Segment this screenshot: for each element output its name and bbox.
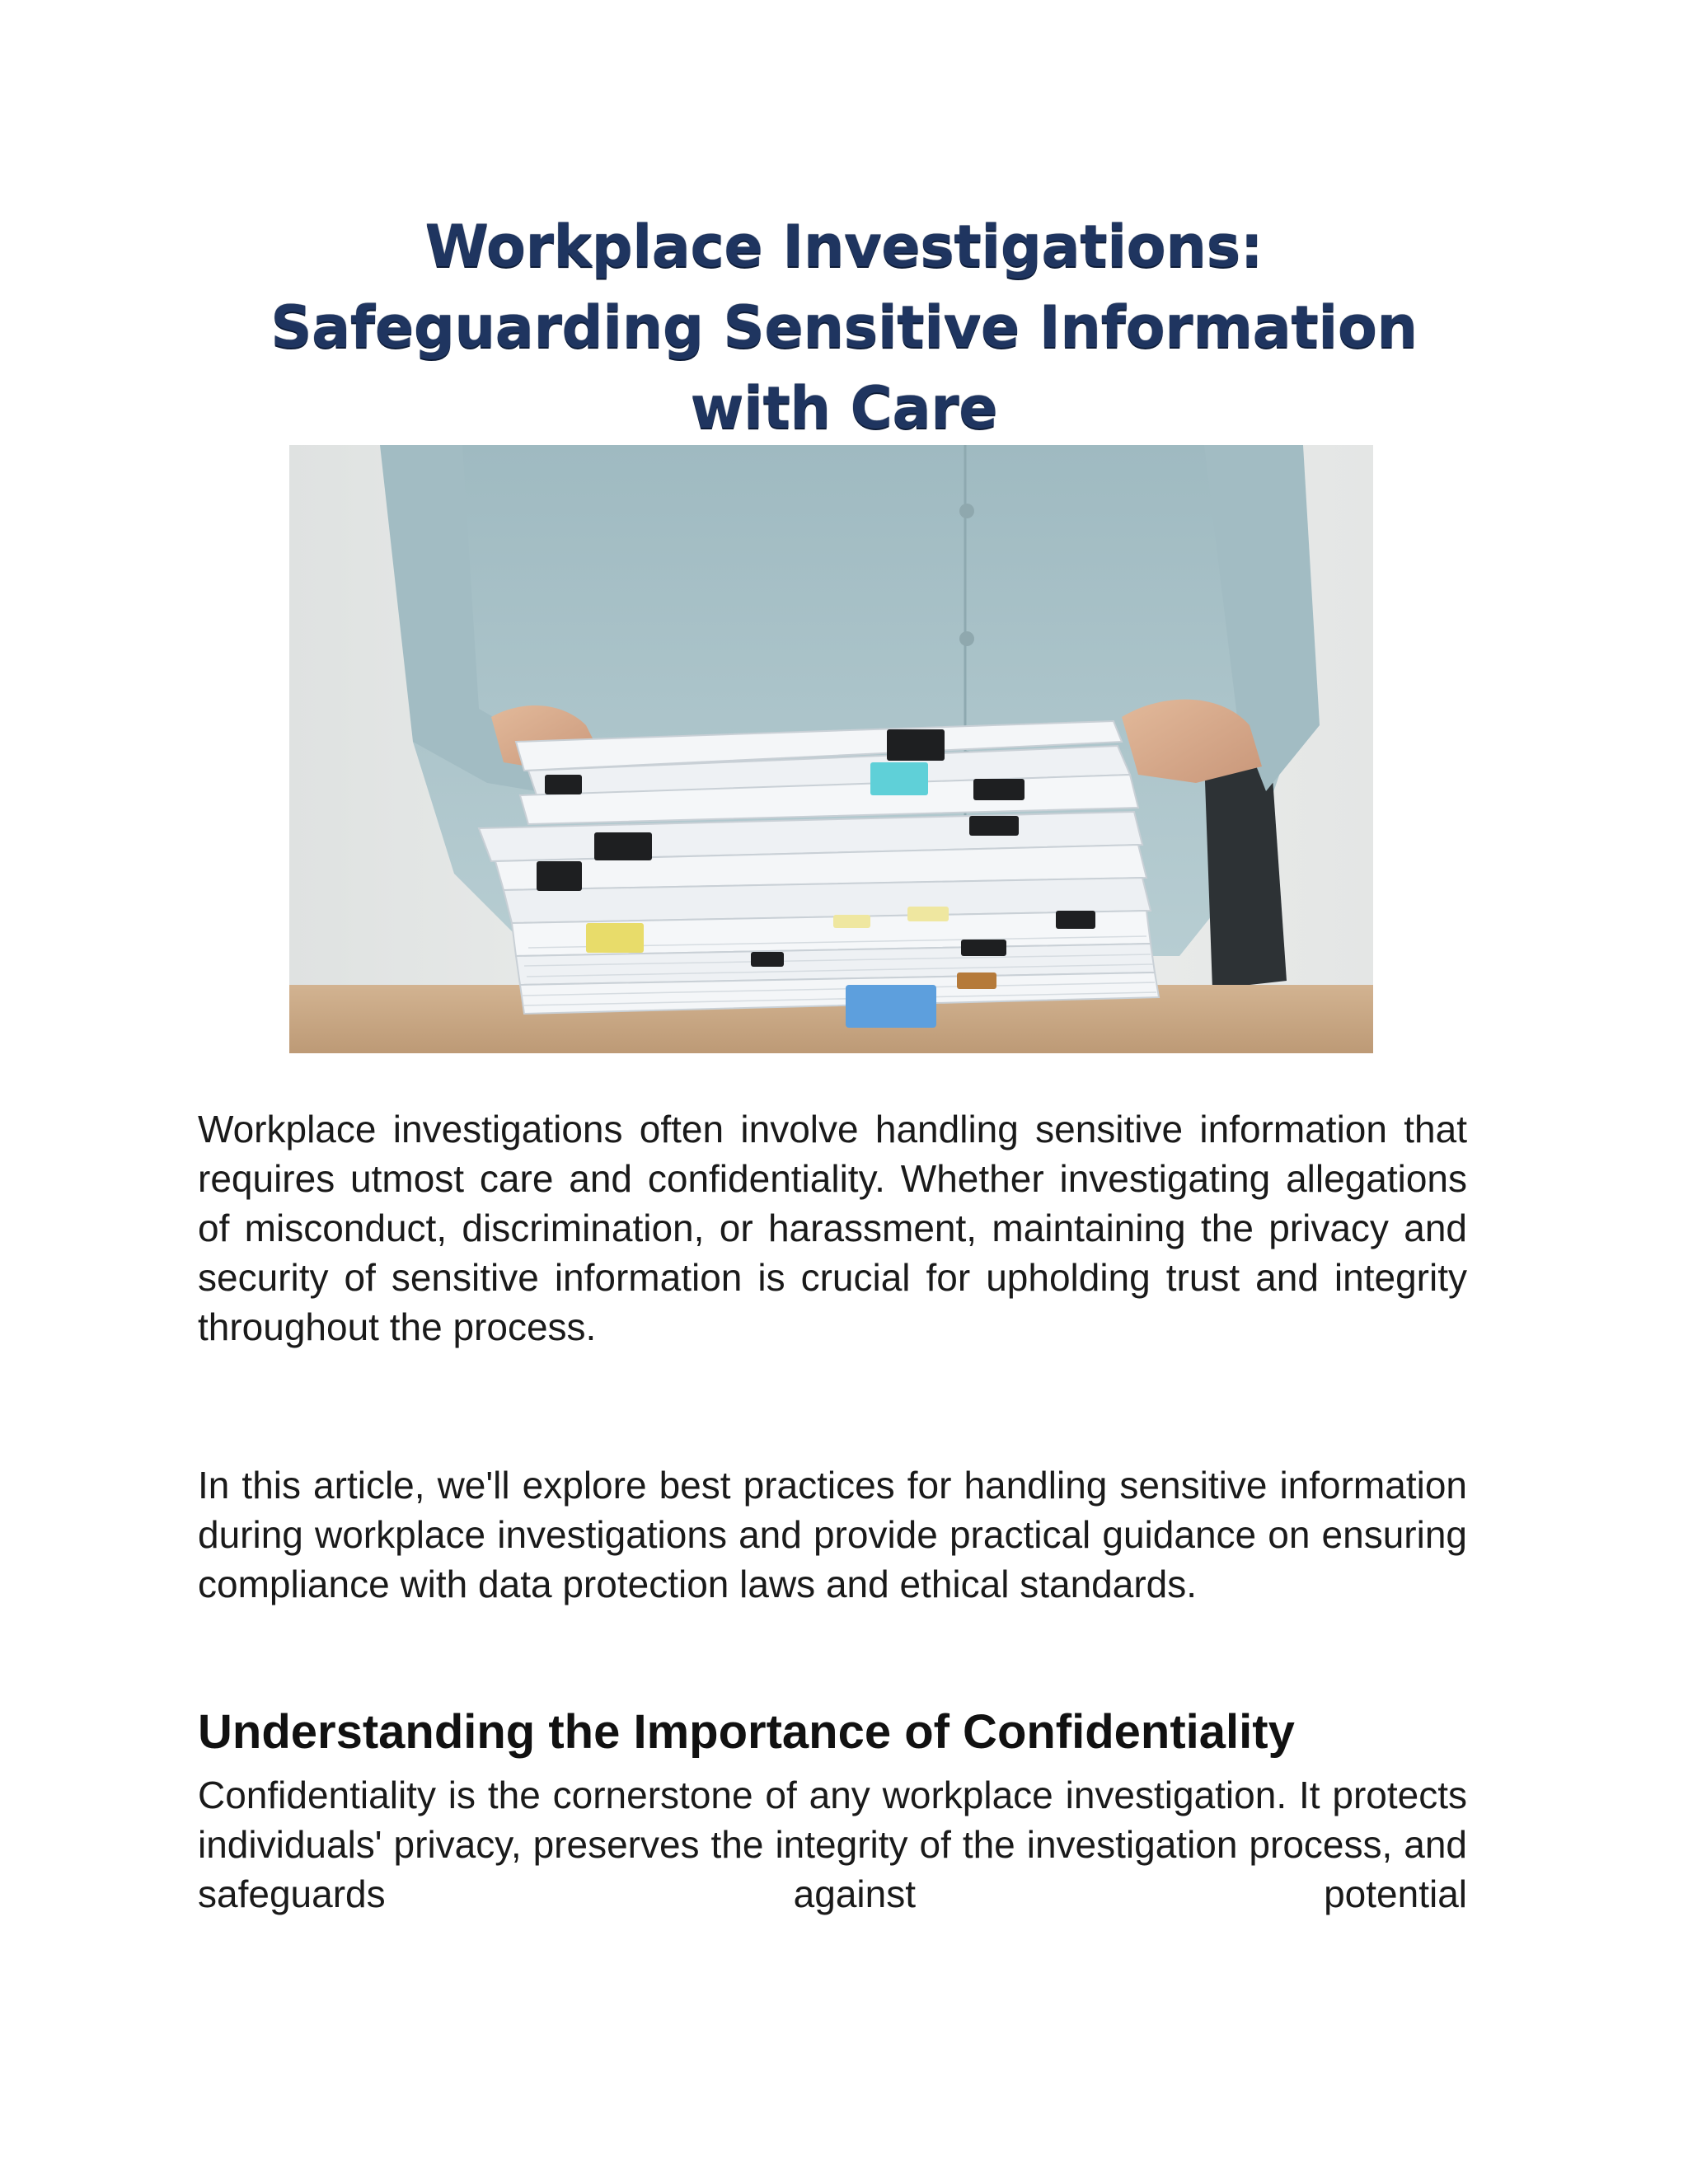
intro-paragraph: Workplace investigations often involve handling sensitive information that requires utmost care and confidentiality. Whether investigating allegations of misconduct, discrimination, or harassment, maintaining the privacy and security of sensitive information is crucial for upholding trust and integrity throughout the process.	[198, 1108, 1467, 1348]
title-line-2: Safeguarding Sensitive Information	[270, 293, 1418, 361]
article-overview-paragraph: In this article, we'll explore best practices for handling sensitive information during workplace investigations and provide practical guidance on ensuring compliance with data protection laws and ethical standards.	[198, 1464, 1467, 1605]
section-paragraph: Confidentiality is the cornerstone of any workplace investigation. It protects individuals' privacy, preserves the integrity of the investigation process, and safeguards against potential	[198, 1774, 1467, 1915]
section-heading: Understanding the Importance of Confidentiality	[198, 1705, 1295, 1759]
stack-of-documents-photo	[289, 445, 1373, 1053]
title-line-3: with Care	[690, 374, 998, 442]
document-title	[198, 206, 1490, 448]
title-line-1: Workplace Investigations:	[424, 213, 1264, 280]
photo-illustration	[289, 445, 1373, 1053]
